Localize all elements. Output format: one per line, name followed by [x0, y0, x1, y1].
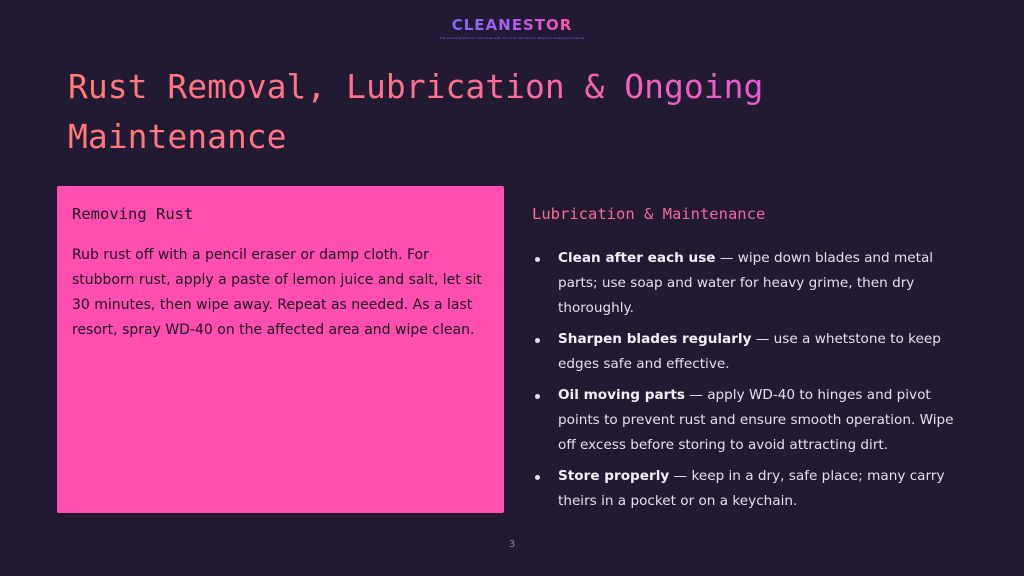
- bullet-icon: [535, 338, 540, 343]
- card-title: Removing Rust: [72, 205, 194, 223]
- bullet-text: — apply WD-40 to hinges and pivot points to prevent rust and ensure smooth operation. Wipe off excess before storing to avoid attracting dirt.: [558, 387, 954, 453]
- list-item: [532, 246, 972, 321]
- page-number: 3: [508, 539, 516, 550]
- logo-wordmark: CLEANESTOR: [451, 16, 573, 34]
- bullet-text: — keep in a dry, safe place; many carry theirs in a pocket or on a keychain.: [558, 468, 945, 509]
- removing-rust-card: [57, 186, 504, 513]
- maintenance-list: [532, 246, 972, 514]
- bullet-lead: Oil moving parts: [558, 387, 685, 403]
- bullet-icon: [535, 394, 540, 399]
- list-item: [532, 383, 972, 458]
- bullet-text: — wipe down blades and metal parts; use soap and water for heavy grime, then dry thoroughly.: [558, 250, 934, 316]
- bullet-lead: Sharpen blades regularly: [558, 331, 752, 347]
- card-body: Rub rust off with a pencil eraser or damp cloth. For stubborn rust, apply a paste of lemon juice and salt, let sit 30 minutes, then wipe away. Repeat as needed. As a last resort, spray WD-40 on the affected area and wipe clean.: [72, 247, 482, 338]
- maintenance-section: [532, 204, 972, 520]
- maintenance-title: Lubrication & Maintenance: [532, 204, 972, 224]
- bullet-icon: [535, 475, 540, 480]
- bullet-lead: Clean after each use: [558, 250, 716, 266]
- bullet-icon: [535, 257, 540, 262]
- bullet-lead: Store properly: [558, 468, 670, 484]
- list-item: [532, 327, 972, 377]
- brand-logo: [0, 15, 1024, 40]
- bullet-text: — use a whetstone to keep edges safe and effective.: [558, 331, 941, 372]
- logo-tagline: The Cleaning Partner that Grew with You From Minimal to Maximal Cleaning Solutions: [439, 36, 585, 40]
- list-item: [532, 464, 972, 514]
- slide-title: Rust Removal, Lubrication & Ongoing Maintenance: [68, 62, 948, 162]
